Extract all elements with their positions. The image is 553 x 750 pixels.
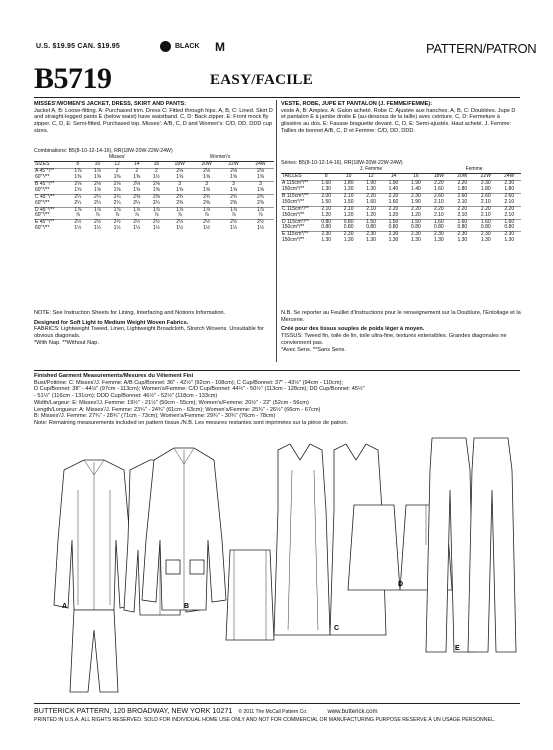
table-cell: 1.80 xyxy=(457,186,468,193)
right-column xyxy=(281,101,521,135)
yardage-table-en xyxy=(34,148,274,232)
table-cell: 2⅜ xyxy=(176,199,184,206)
table-cell: 2.10 xyxy=(366,205,376,212)
table-cell: 1⅜ xyxy=(74,174,82,181)
footer-legal: PRINTED IN U.S.A. ALL RIGHTS RESERVED. SOLD FOR INDIVIDUAL HOME USE ONLY AND NOT FOR COMMERCIAL OR MANUFACTURING PURPOSE RESERVE À UN USAGE PERSONNEL. xyxy=(34,717,496,723)
table-cell: 1⅝ xyxy=(152,186,160,193)
table-cell: 2.10 xyxy=(321,205,332,212)
nap-fr: *Avec Sens. **Sans Sens. xyxy=(281,346,346,353)
table-cell: 2⅜ xyxy=(203,199,211,206)
row-label: B 45"*/** xyxy=(35,180,55,187)
view-e-drawing xyxy=(426,438,516,652)
table-cell: 1⅞ xyxy=(93,206,101,213)
table-cell: 1.40 xyxy=(411,186,421,193)
table-cell: 1.60 xyxy=(433,218,444,225)
table-cell: 2.30 xyxy=(480,180,491,187)
table-cell: 2¾ xyxy=(230,193,238,200)
table-cell: ⅞ xyxy=(204,212,209,219)
desc-body-en: Jacket A, B: Loose-fitting. A: Purchased trim. Dress C: Fitted through hips. A, B, C: Lined. Skirt D and straight-legged pants E (below waist) have waistband. C, D: Back zipper. E: Front mock fly zipper. C, D, E: Semi-fitted. Purchased top. Misses': A/B, C, D and Women's: C/D, DD. DDD cup sizes. xyxy=(34,107,273,134)
size-header: 14 xyxy=(133,161,140,168)
footer-publisher xyxy=(34,706,377,715)
size-header: 10 xyxy=(345,173,352,180)
table-row xyxy=(34,226,274,232)
table-cell: 2.20 xyxy=(388,205,399,212)
finished-measurements xyxy=(34,373,524,427)
table-cell: 1.60 xyxy=(433,186,444,193)
table-cell: 1.50 xyxy=(343,198,354,205)
table-cell: ⅞ xyxy=(115,212,120,219)
table-cell: 2⅛ xyxy=(152,180,160,187)
table-cell: 0.80 xyxy=(480,224,491,231)
nap-en: *With Nap. **Without Nap. xyxy=(34,339,99,346)
row-label: 60"*/** xyxy=(35,186,50,193)
table-cell: 2.00 xyxy=(321,192,332,199)
website-link[interactable]: www.butterick.com xyxy=(327,709,378,715)
table-cell: 2¼ xyxy=(93,193,101,200)
table-cell: 3 xyxy=(205,180,208,187)
row-label: A 115cm*/** xyxy=(282,180,309,187)
table-cell: 2.20 xyxy=(433,180,444,187)
table-cell: 1.90 xyxy=(366,180,376,187)
table-cell: 1.50 xyxy=(411,218,421,225)
finished-title: Finished Garment Measurements/Mesures du Vêtement Fini xyxy=(34,373,194,379)
row-label: 150cm*/** xyxy=(282,198,305,205)
designed-en: Designed for Soft Light to Medium Weight Woven Fabrics. xyxy=(34,319,189,326)
size-header: 20W xyxy=(457,173,468,180)
table-cell: 2.30 xyxy=(343,231,354,238)
table-cell: 0.80 xyxy=(321,218,332,225)
table-cell: 1⅝ xyxy=(74,186,82,193)
table-cell: 2½ xyxy=(152,219,160,226)
table-cell: 2.30 xyxy=(388,231,399,238)
table-cell: 2.10 xyxy=(343,192,354,199)
table-cell: 2⅛ xyxy=(257,168,264,175)
table-cell: 1⅞ xyxy=(93,168,101,175)
table-cell: 0.80 xyxy=(388,224,399,231)
table-cell: 1.20 xyxy=(366,211,376,218)
table-cell: 0.80 xyxy=(504,224,515,231)
table-cell: 3 xyxy=(259,180,262,187)
table-cell: 1½ xyxy=(230,225,238,232)
table-cell: 2¾ xyxy=(176,193,184,200)
size-header: 24W xyxy=(504,173,515,180)
table-cell: 2¼ xyxy=(74,199,82,206)
desc-title-en: MISSES'/WOMEN'S JACKET, DRESS, SKIRT AND PANTS: xyxy=(34,101,187,107)
table-cell: 1⅝ xyxy=(203,186,211,193)
row-label: 150cm*/** xyxy=(282,186,305,193)
designed-fr: Créé pour des tissus souples de poids léger à moyen. xyxy=(281,326,425,333)
group-misses: J. Femme xyxy=(315,167,427,173)
pattern-patron-label: PATTERN/PATRON xyxy=(426,41,537,56)
table-cell: 1.90 xyxy=(411,198,421,205)
table-cell: 2½ xyxy=(74,219,82,226)
table-cell: 1½ xyxy=(152,174,160,181)
row-label: 60"*/** xyxy=(35,174,50,181)
finished-line: B: Misses'/J. Femme: 27¾" - 28¾" (71cm - 73cm); Women's/Femme: 29¾" - 30¾" (76cm - 78cm) xyxy=(34,413,276,420)
group-misses: Misses' xyxy=(68,155,166,161)
left-notes xyxy=(34,310,274,347)
table-cell: 2.60 xyxy=(457,192,468,199)
finished-line: - 51½" (116cm - 131cm); DDD Cup/Bonnet: 46½" - 52½" (118cm - 133cm) xyxy=(34,393,218,400)
table-cell: 1⅞ xyxy=(230,206,238,213)
table-cell: 2.10 xyxy=(480,211,491,218)
table-cell: 2.10 xyxy=(433,198,444,205)
size-header: 12 xyxy=(368,173,374,180)
table-cell: 1⅜ xyxy=(133,174,141,181)
table-cell: 2.30 xyxy=(504,231,515,238)
table-cell: 1½ xyxy=(176,225,184,232)
table-cell: 2.20 xyxy=(366,192,376,199)
table-cell: 1.30 xyxy=(321,186,332,193)
finished-line: Width/Largeur: E: Misses'/J. Femme: 19½" - 21½" (50cm - 55cm); Women's/Femme: 20½" - 22" (52cm - 56cm) xyxy=(34,399,309,406)
row-label: E 45"*/** xyxy=(35,219,55,226)
table-cell: 0.80 xyxy=(343,218,354,225)
table-cell: 1.30 xyxy=(321,237,332,244)
table-cell: 1⅝ xyxy=(93,186,101,193)
table-cell: 1⅝ xyxy=(203,174,211,181)
table-cell: 2.20 xyxy=(504,205,515,212)
table-cell: ⅞ xyxy=(154,212,159,219)
finished-line: Length/Longueur: A: Misses'/J. Femme: 23¾" - 24¾" (61cm - 63cm); Women's/Femme: 25¾" - 26½" (66cm - 67cm) xyxy=(34,406,321,413)
table-cell: 2.30 xyxy=(480,231,491,238)
table-cell: 1⅞ xyxy=(203,206,211,213)
table-cell: 1.50 xyxy=(366,218,376,225)
table-cell: 1½ xyxy=(93,225,101,232)
table-cell: 2⅜ xyxy=(152,193,160,200)
table-cell: 1.30 xyxy=(411,237,421,244)
pattern-number: B5719 xyxy=(34,62,112,95)
finished-line: Note: Remaining measurements included on pattern tissue./N.B. Les mesures restantes sont imprimées sur la pièce de patron. xyxy=(34,419,349,426)
view-label-c: C xyxy=(334,625,340,632)
table-cell: 1⅞ xyxy=(74,168,82,175)
table-cell: 2.20 xyxy=(411,205,421,212)
table-cell: 1⅞ xyxy=(133,206,141,213)
table-cell: 2.30 xyxy=(433,231,444,238)
technical-drawings xyxy=(34,430,524,702)
table-cell: 2.10 xyxy=(504,211,515,218)
table-cell: 1⅞ xyxy=(74,206,82,213)
color-label: BLACK xyxy=(175,43,200,50)
table-cell: 2.30 xyxy=(411,231,421,238)
table-cell: 2.60 xyxy=(433,192,444,199)
table-cell: 1.60 xyxy=(388,198,399,205)
view-label-e: E xyxy=(455,645,460,652)
size-header: 16 xyxy=(153,161,160,168)
table-cell: 1⅝ xyxy=(257,186,264,193)
table-cell: 1⅝ xyxy=(133,186,141,193)
table-cell: 1.80 xyxy=(504,186,515,193)
table-cell: 1.60 xyxy=(366,198,376,205)
table-cell: 2.30 xyxy=(411,192,421,199)
right-notes xyxy=(281,310,521,353)
table-cell: 1.60 xyxy=(504,218,515,225)
table-cell: 1.30 xyxy=(388,237,399,244)
table-cell: 2⅛ xyxy=(93,180,101,187)
fabrics-en: FABRICS: Lightweight Tweed, Linen, Lightweight Broadcloth, Stretch Wovens. Unsuitable for obvious diagonals. xyxy=(34,326,264,340)
table-cell: 2½ xyxy=(257,219,264,226)
table-cell: 2¾ xyxy=(257,193,264,200)
table-cell: 0.80 xyxy=(321,224,332,231)
row-label: 60"*/** xyxy=(35,199,50,206)
view-label-d: D xyxy=(398,581,404,588)
table-cell: 2½ xyxy=(203,219,211,226)
table-cell: 2⅛ xyxy=(74,180,82,187)
size-header: 24W xyxy=(255,161,266,168)
table-cell: 2.30 xyxy=(457,231,468,238)
yardage-table-fr xyxy=(281,160,521,244)
row-label: 150cm*/** xyxy=(282,211,305,218)
view-label-a: A xyxy=(62,603,68,610)
row-label: C 115cm*/** xyxy=(282,205,309,212)
group-womens: Women's xyxy=(166,155,274,161)
table-cell: 1½ xyxy=(113,225,121,232)
table-cell: 1.30 xyxy=(433,237,444,244)
size-header: 16 xyxy=(413,173,419,180)
row-label: A 45"*/** xyxy=(35,168,55,175)
finished-line: Bust/Poitrine: C: Misses'/J. Femme: A/B Cup/Bonnet: 36" - 42½" (92cm - 108cm); C Cup/Bonnet: 37" - 43½" (94cm - 110cm); xyxy=(34,379,343,386)
table-cell: 2.20 xyxy=(480,205,491,212)
table-cell: 2⅜ xyxy=(230,199,238,206)
table-cell: 1⅝ xyxy=(257,174,264,181)
fabrics-fr: TISSUS: Tweed fin, toile de lin, toile ultra-fine, textures extensibles. Grandes diagonales ne conviennent pas. xyxy=(281,333,507,346)
table-cell: 1.20 xyxy=(411,211,421,218)
footer-divider xyxy=(34,703,520,704)
group-womens: Femme xyxy=(427,167,521,173)
copyright: © 2011 The McCall Pattern Co. xyxy=(238,709,308,715)
table-cell: 1⅝ xyxy=(176,186,184,193)
table-cell: 1⅞ xyxy=(257,206,264,213)
table-cell: 2.60 xyxy=(504,192,515,199)
row-label: B 115cm*/** xyxy=(282,192,309,199)
table-cell: 1.60 xyxy=(480,218,491,225)
combinations-fr: Séries: B5(8-10-12-14-16), RR(18W-20W-22W-24W) xyxy=(281,160,403,166)
table-cell: 1.30 xyxy=(366,186,376,193)
table-cell: 1⅞ xyxy=(152,206,160,213)
table-cell: 2¼ xyxy=(93,199,101,206)
table-cell: ⅞ xyxy=(95,212,100,219)
table-cell: 2⅛ xyxy=(230,168,238,175)
table-cell: 2.60 xyxy=(480,192,491,199)
size-header: 18W xyxy=(433,173,444,180)
size-header: 14 xyxy=(390,173,397,180)
table-cell: 2 xyxy=(115,168,119,175)
desc-title-fr: VESTE, ROBE, JUPE ET PANTALON (J. FEMME/FEMME): xyxy=(281,101,433,107)
table-cell: 2.10 xyxy=(504,198,515,205)
table-cell: 2¾ xyxy=(203,193,211,200)
table-cell: 1.60 xyxy=(321,180,332,187)
table-cell: ⅞ xyxy=(134,212,139,219)
header-divider xyxy=(34,97,520,98)
note-en: NOTE: See Instruction Sheets for Lining, Interfacing and Notions Information. xyxy=(34,310,226,316)
table-row xyxy=(281,238,521,244)
table-cell: 1.20 xyxy=(343,211,354,218)
left-column xyxy=(34,101,274,135)
table-cell: 1½ xyxy=(203,225,211,232)
table-cell: ⅞ xyxy=(258,212,263,219)
table-cell: 0.80 xyxy=(457,224,468,231)
finished-divider xyxy=(34,370,520,371)
table-cell: 1.40 xyxy=(388,186,399,193)
table-cell: 1.60 xyxy=(457,218,468,225)
column-divider xyxy=(276,100,277,362)
table-cell: 1.80 xyxy=(343,180,354,187)
table-cell: 1⅞ xyxy=(113,206,121,213)
table-cell: 2⅛ xyxy=(176,168,184,175)
size-label: M xyxy=(215,40,225,54)
table-cell: 1.30 xyxy=(343,237,354,244)
table-cell: 1.90 xyxy=(388,180,399,187)
row-label: C 45"*/** xyxy=(35,193,55,200)
table-cell: 1½ xyxy=(74,225,82,232)
price: U.S. $19.95 CAN. $19.95 xyxy=(36,43,120,50)
table-cell: 2½ xyxy=(133,219,141,226)
table-cell: 2.20 xyxy=(433,205,444,212)
table-cell: 1⅝ xyxy=(113,186,121,193)
table-cell: 2⅛ xyxy=(203,168,211,175)
table-cell: 2½ xyxy=(176,219,184,226)
table-cell: 2.20 xyxy=(388,192,399,199)
view-label-b: B xyxy=(184,603,190,610)
table-cell: 0.80 xyxy=(433,224,444,231)
table-cell: 1.50 xyxy=(321,198,332,205)
row-label: 150cm*/** xyxy=(282,237,305,244)
table-cell: 2 xyxy=(154,168,158,175)
table-cell: 1.20 xyxy=(321,211,332,218)
table-cell: 3 xyxy=(232,180,235,187)
table-cell: 1⅝ xyxy=(230,186,238,193)
table-cell: 1⅜ xyxy=(93,174,101,181)
row-label: 150cm*/** xyxy=(282,224,305,231)
table-cell: 2¼ xyxy=(113,199,121,206)
row-label: 60"*/** xyxy=(35,225,50,232)
table-cell: 2.30 xyxy=(504,180,515,187)
table-cell: 1.50 xyxy=(388,218,399,225)
table-cell: 2½ xyxy=(113,219,121,226)
size-header: 22W xyxy=(480,173,491,180)
table-cell: 3 xyxy=(178,180,182,187)
row-label: D 45"*/** xyxy=(35,206,55,213)
finished-line: D Cup/Bonnet: 38" - 44½" (97cm - 113cm); Women's/Femme: C/D Cup/Bonnet: 44½" - 50½" (113cm - 128cm); DD Cup/Bonnet: 45½" xyxy=(34,386,365,393)
table-cell: 1⅝ xyxy=(230,174,238,181)
table-cell: 1½ xyxy=(133,225,141,232)
table-cell: 2⅜ xyxy=(133,193,141,200)
size-header: 20W xyxy=(201,161,212,168)
size-header: 18W xyxy=(174,161,185,168)
table-cell: ⅞ xyxy=(177,212,182,219)
table-cell: 2.30 xyxy=(366,231,376,238)
table-cell: 2.10 xyxy=(433,211,444,218)
table-cell: 1.30 xyxy=(366,237,376,244)
table-cell: ⅞ xyxy=(75,212,80,219)
size-header: 10 xyxy=(94,161,101,168)
note-fr: N.B. Se reporter au Feuillet d'Instructions pour le renseignement sur la Doublure, l'Entoilage et la Mercerie. xyxy=(281,310,521,323)
table-cell: 2⅛ xyxy=(133,180,141,187)
table-cell: 2½ xyxy=(230,219,238,226)
table-cell: 1.30 xyxy=(343,186,354,193)
publisher-address: BUTTERICK PATTERN, 120 BROADWAY, NEW YORK 10271 xyxy=(34,706,233,715)
table-cell: 2⅜ xyxy=(257,199,264,206)
table-cell: 2⅛ xyxy=(113,180,121,187)
size-header: 12 xyxy=(114,161,120,168)
sizes-label: TAILLES xyxy=(282,173,302,180)
table-cell: 1.30 xyxy=(457,237,468,244)
table-cell: 2.10 xyxy=(457,198,468,205)
table-cell: 2¼ xyxy=(113,193,121,200)
table-cell: 1⅝ xyxy=(176,174,184,181)
difficulty-label: EASY/FACILE xyxy=(210,72,314,88)
size-header: 22W xyxy=(228,161,239,168)
table-cell: 1.90 xyxy=(411,180,421,187)
size-header: 8 xyxy=(324,173,328,180)
table-cell: 1½ xyxy=(257,225,264,232)
table-cell: 1.30 xyxy=(504,237,515,244)
table-cell: 0.80 xyxy=(366,224,376,231)
desc-body-fr: veste A, B: Amples. A: Galon acheté. Robe C: Ajustée aux hanches. A, B, C: Doublées. Jupe D et pantalon E à jambe droite E (au-dessous de la taille) avec ceinture. C, D: Fermeture à glissière au dos. E: Fausse braguette devant. C, D, E: Semi-ajustés. Haut acheté. J. Femme: Tailles de bonnet A/B, C, D et Femme: C/D, DD, DDD. xyxy=(281,107,516,134)
table-cell: 0.80 xyxy=(343,224,354,231)
table-cell: 2½ xyxy=(93,219,101,226)
table-cell: ⅞ xyxy=(231,212,236,219)
table-cell: 2 xyxy=(135,168,139,175)
table-cell: 1⅞ xyxy=(176,206,184,213)
row-label: 60"*/** xyxy=(35,212,50,219)
row-label: E 115cm*/** xyxy=(282,231,309,238)
table-cell: 1.20 xyxy=(388,211,399,218)
combinations-en: Combinations: B5(8-10-12-14-16), RR(18W-20W-22W-24W) xyxy=(34,148,173,154)
size-table xyxy=(34,155,274,232)
table-cell: 2.20 xyxy=(457,205,468,212)
sizes-label: SIZES xyxy=(35,161,50,168)
table-cell: 2¼ xyxy=(133,199,141,206)
table-cell: 0.80 xyxy=(411,224,421,231)
table-cell: 1½ xyxy=(152,225,160,232)
table-cell: 1.80 xyxy=(480,186,491,193)
table-cell: 2.10 xyxy=(457,211,468,218)
sizes-row xyxy=(34,162,274,169)
table-cell: 2.30 xyxy=(321,231,332,238)
table-cell: 2¼ xyxy=(152,199,160,206)
table-cell: 2.20 xyxy=(457,180,468,187)
size-table xyxy=(281,167,521,244)
color-dot-icon xyxy=(160,41,171,52)
table-cell: 1⅜ xyxy=(113,174,121,181)
size-header: 8 xyxy=(76,161,80,168)
table-cell: 1.30 xyxy=(480,237,491,244)
row-label: D 115cm*/** xyxy=(282,218,309,225)
table-cell: 2¼ xyxy=(74,193,82,200)
table-cell: 2.10 xyxy=(480,198,491,205)
table-cell: 2.10 xyxy=(343,205,354,212)
